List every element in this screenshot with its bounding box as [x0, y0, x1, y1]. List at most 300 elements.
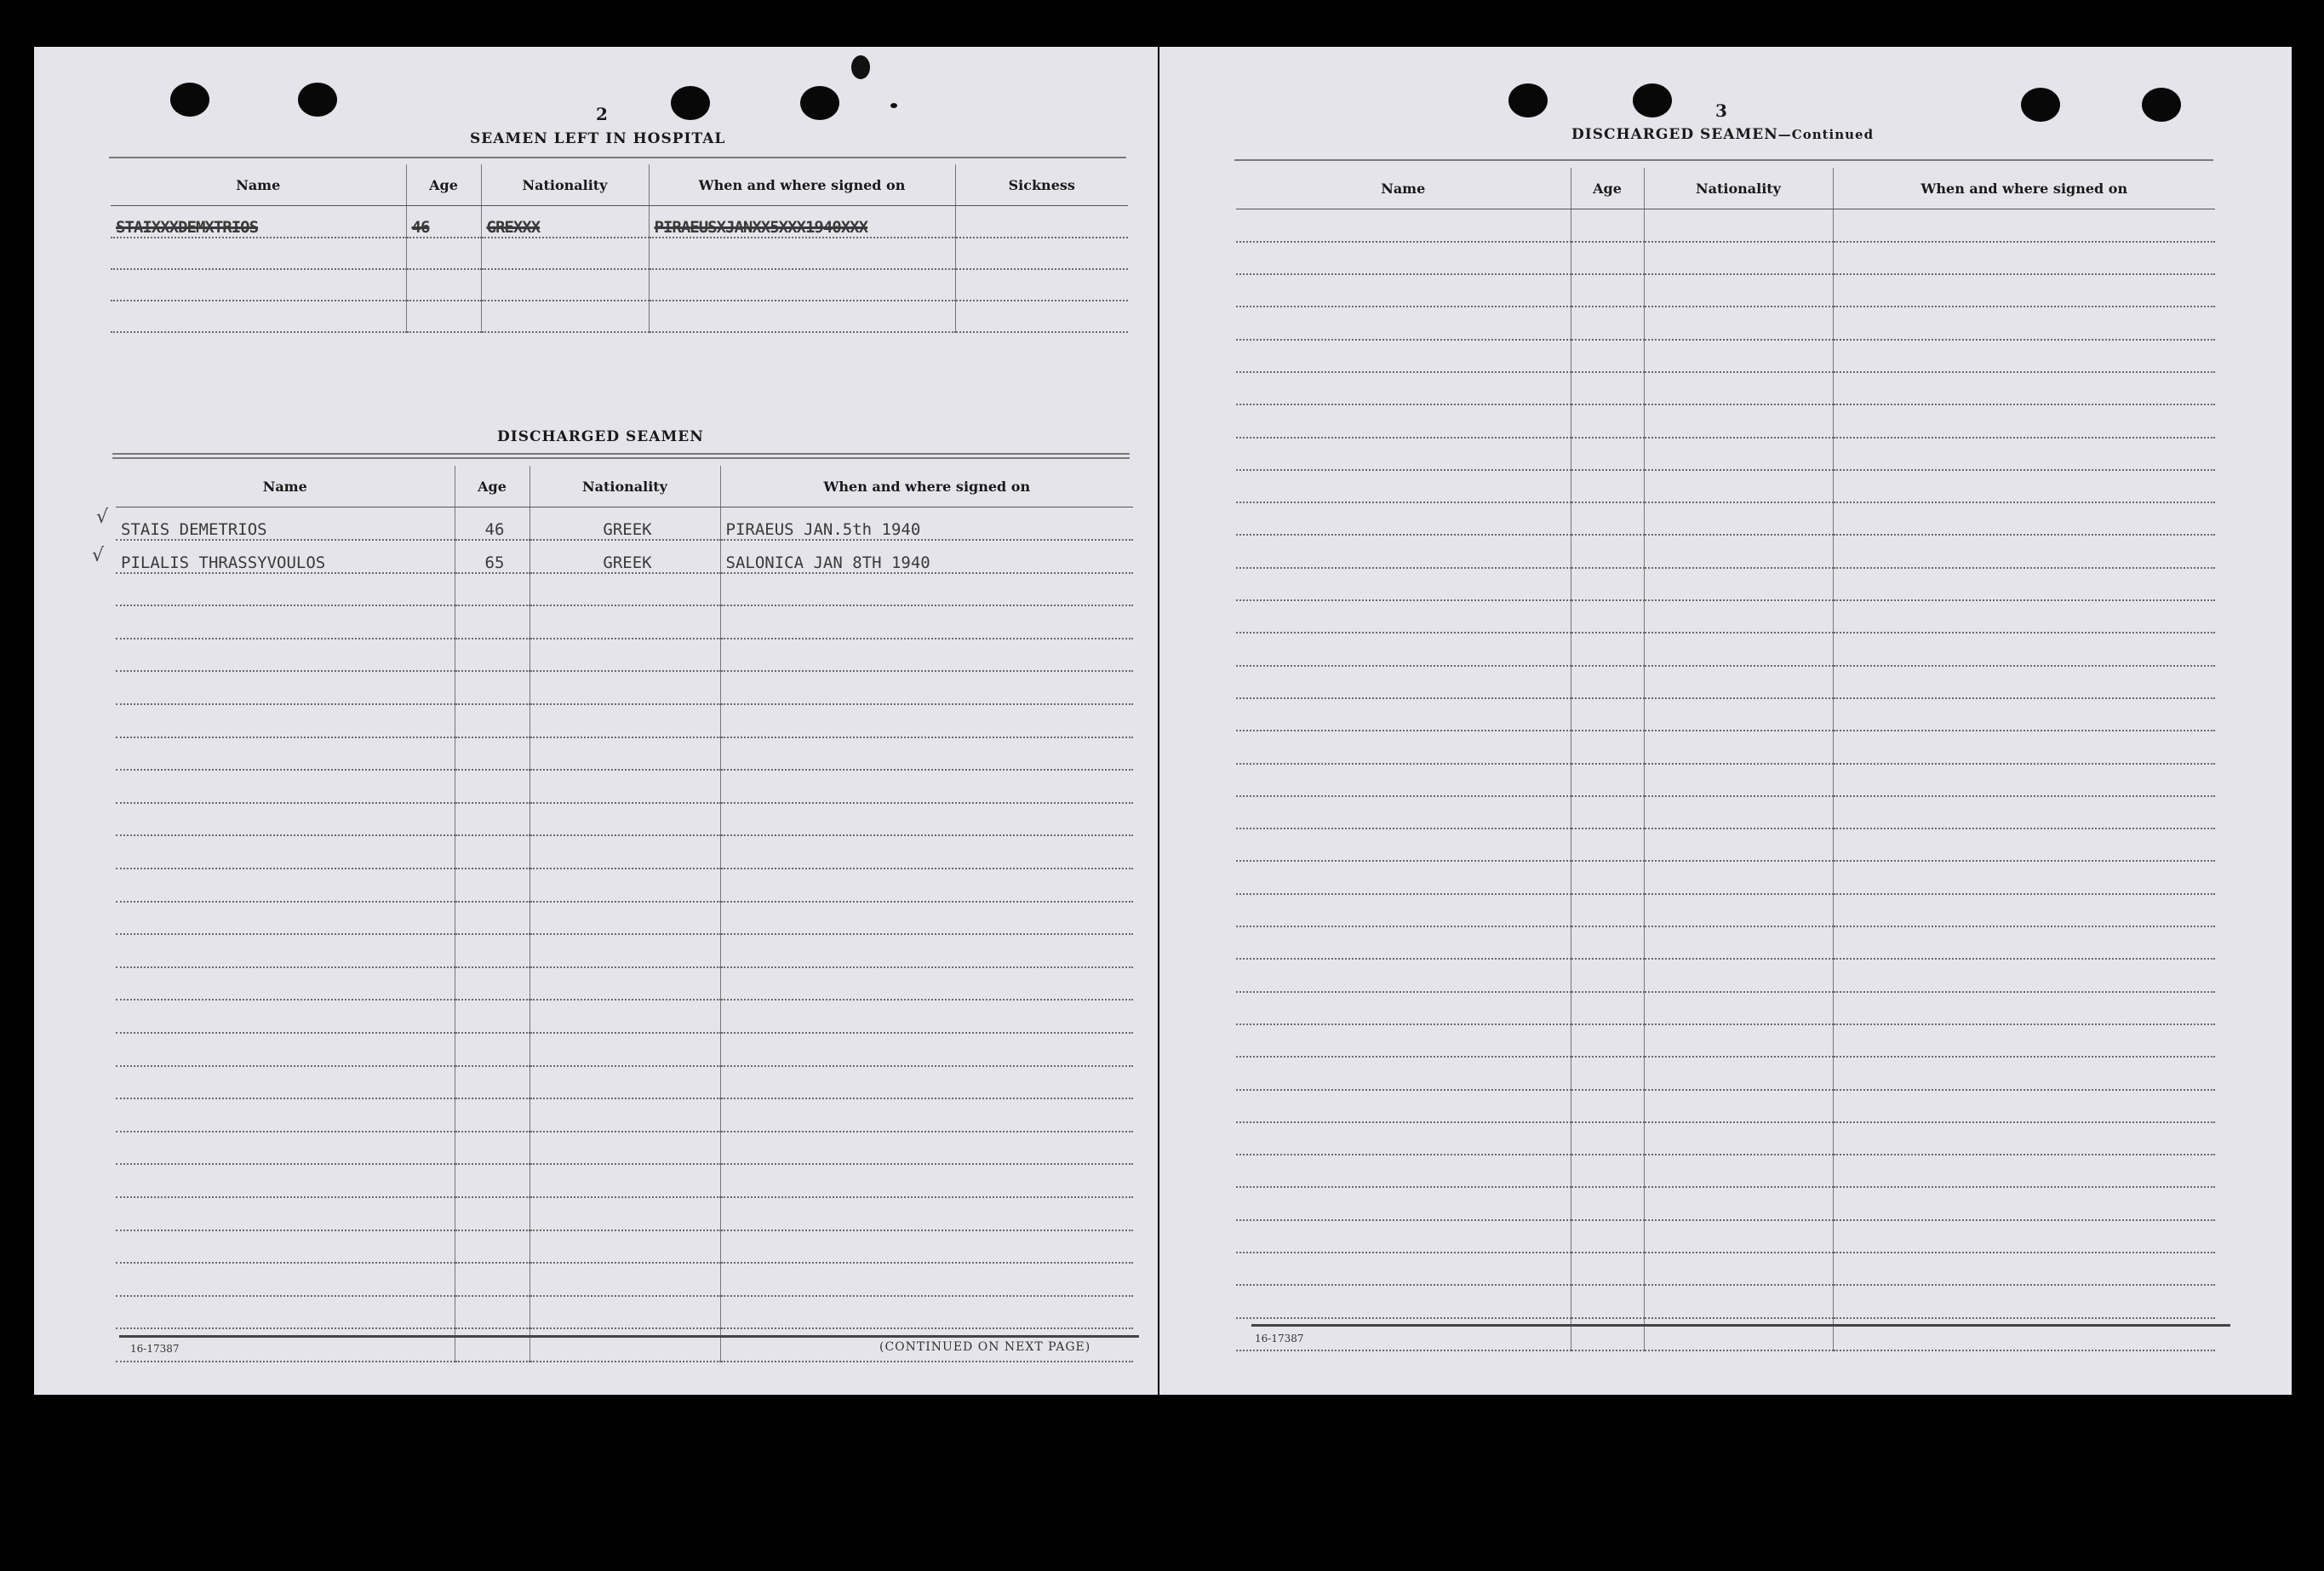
blank-cell: [1644, 926, 1833, 959]
cell-name: [116, 1000, 455, 1033]
blank-cell: [1644, 1057, 1833, 1089]
blank-cell: [1833, 992, 2215, 1024]
blank-cell: [1644, 470, 1833, 502]
cell-signed-on: [720, 1164, 1133, 1197]
column-header-sickness: Sickness: [955, 164, 1128, 206]
blank-cell: [1236, 633, 1571, 665]
blank-cell: [1644, 340, 1833, 372]
cell-signed-on: PIRAEUS JAN.5th 1940: [720, 507, 1133, 541]
table-row: [1236, 633, 2215, 665]
blank-cell: [1571, 209, 1644, 242]
blank-cell: [1236, 1187, 1571, 1219]
blank-cell: [1236, 959, 1571, 991]
blank-cell: [1236, 404, 1571, 437]
blank-cell: [1833, 1090, 2215, 1122]
table-row: [111, 206, 1128, 238]
blank-cell: [1833, 666, 2215, 698]
cell-age: [455, 1197, 529, 1230]
cell-signed-on: [720, 803, 1133, 836]
table-row: [1236, 926, 2215, 959]
cell-nationality: [529, 671, 720, 704]
cell-signed-on: [720, 934, 1133, 967]
cell-signed-on: [720, 1132, 1133, 1165]
blank-cell: [1571, 535, 1644, 567]
cell-nationality: [529, 1098, 720, 1132]
blank-cell: [1571, 568, 1644, 600]
blank-cell: [1571, 1122, 1644, 1155]
column-header-signed-on: When and where signed on: [649, 164, 955, 206]
table-row: [1236, 731, 2215, 763]
punch-hole: [1633, 83, 1672, 118]
cell-nationality: [529, 1197, 720, 1230]
cell-name: [116, 1230, 455, 1264]
blank-cell: [1236, 861, 1571, 893]
cell-nationality: [529, 639, 720, 672]
blank-cell: [1644, 307, 1833, 339]
blank-cell: [1571, 372, 1644, 404]
cell-name: [116, 671, 455, 704]
cell-signed-on: PIRAEUSXJANXX5XXX1940XXX: [649, 206, 955, 238]
check-mark: √: [96, 507, 109, 528]
blank-cell: [1833, 404, 2215, 437]
table-row: [116, 540, 1133, 573]
divider: [109, 157, 1126, 158]
blank-cell: [1644, 404, 1833, 437]
cell-nationality: [529, 1328, 720, 1362]
cell-age: 46: [455, 507, 529, 541]
blank-cell: [1644, 274, 1833, 307]
cell-name: [116, 573, 455, 606]
blank-cell: [1833, 1285, 2215, 1317]
cell-name: STAIS DEMETRIOS: [116, 507, 455, 541]
blank-cell: [1833, 209, 2215, 242]
blank-cell: [1644, 992, 1833, 1024]
table-row: [1236, 1253, 2215, 1285]
punch-hole: [298, 83, 337, 117]
table-row: [116, 704, 1133, 737]
blank-cell: [1644, 1318, 1833, 1350]
blank-cell: [1833, 438, 2215, 470]
cell-name: [116, 1296, 455, 1329]
blank-cell: [1236, 1122, 1571, 1155]
blank-cell: [1236, 698, 1571, 731]
table-row: [1236, 340, 2215, 372]
blank-cell: [1644, 1187, 1833, 1219]
table-row: [116, 605, 1133, 639]
blank-cell: [1236, 731, 1571, 763]
blank-cell: [1236, 1057, 1571, 1089]
blank-cell: [1571, 992, 1644, 1024]
cell-signed-on: [720, 1197, 1133, 1230]
title-suffix: —Continued: [1777, 127, 1875, 142]
table-row: [111, 238, 1128, 269]
table-row: [116, 1197, 1133, 1230]
blank-cell: [1833, 568, 2215, 600]
table-row: [116, 934, 1133, 967]
table-row: [116, 737, 1133, 771]
cell-name: [116, 770, 455, 803]
blank-cell: [1236, 1285, 1571, 1317]
table-header-row: [116, 466, 1133, 507]
table-row: [1236, 1285, 2215, 1317]
blank-cell: [1236, 1155, 1571, 1187]
blank-cell: [1571, 1285, 1644, 1317]
speck: [851, 55, 870, 79]
cell-name: [116, 902, 455, 935]
cell-name: [116, 967, 455, 1001]
cell-name: [116, 605, 455, 639]
blank-cell: [1644, 633, 1833, 665]
blank-cell: [1833, 1057, 2215, 1089]
blank-cell: [1833, 829, 2215, 861]
blank-cell: [1236, 1220, 1571, 1253]
divider: [112, 457, 1130, 459]
cell-nationality: [529, 573, 720, 606]
blank-cell: [1236, 568, 1571, 600]
cell-name: [116, 1098, 455, 1132]
cell-nationality: [529, 737, 720, 771]
cell-signed-on: [720, 869, 1133, 902]
cell-age: [455, 1328, 529, 1362]
blank-cell: [1236, 926, 1571, 959]
column-header-age: Age: [1571, 168, 1644, 209]
blank-cell: [1833, 372, 2215, 404]
cell-age: [455, 1132, 529, 1165]
blank-cell: [1644, 1220, 1833, 1253]
cell-age: [455, 1164, 529, 1197]
table-row: [1236, 1187, 2215, 1219]
column-header-nationality: Nationality: [1644, 168, 1833, 209]
cell-name: STAIXXXDEMXTRIOS: [111, 206, 406, 238]
table-row: [1236, 992, 2215, 1024]
blank-cell: [1571, 829, 1644, 861]
divider: [1234, 159, 2213, 161]
divider: [119, 1335, 1139, 1338]
table-row: [1236, 242, 2215, 274]
cell-name: PILALIS THRASSYVOULOS: [116, 540, 455, 573]
cell-nationality: GREEK: [529, 540, 720, 573]
cell-age: [455, 639, 529, 672]
cell-signed-on: [720, 1296, 1133, 1329]
cell-signed-on: [720, 1098, 1133, 1132]
cell-nationality: [529, 704, 720, 737]
table-row: [1236, 894, 2215, 926]
cell-name: [116, 869, 455, 902]
blank-cell: [1571, 1220, 1644, 1253]
cell-name: [116, 704, 455, 737]
cell-nationality: [529, 869, 720, 902]
blank-cell: [1644, 894, 1833, 926]
table-row: [1236, 1155, 2215, 1187]
punch-hole: [1508, 83, 1548, 118]
cell-nationality: [529, 902, 720, 935]
blank-cell: [1833, 242, 2215, 274]
table-row: [1236, 372, 2215, 404]
blank-cell: [1571, 1155, 1644, 1187]
cell-signed-on: [720, 639, 1133, 672]
column-header-nationality: Nationality: [481, 164, 649, 206]
blank-cell: [1833, 926, 2215, 959]
table-row: [116, 573, 1133, 606]
blank-cell: [1833, 274, 2215, 307]
cell-signed-on: [720, 902, 1133, 935]
blank-cell: [1571, 600, 1644, 633]
blank-cell: [1644, 535, 1833, 567]
column-header-signed-on: When and where signed on: [1833, 168, 2215, 209]
blank-cell: [1571, 926, 1644, 959]
table-row: [1236, 307, 2215, 339]
cell-nationality: [529, 1066, 720, 1099]
hospital-table: [111, 164, 1128, 333]
cell-nationality: [529, 605, 720, 639]
table-row: [1236, 1318, 2215, 1350]
table-row: [116, 967, 1133, 1001]
cell-nationality: [529, 770, 720, 803]
blank-cell: [1236, 372, 1571, 404]
cell-nationality: [529, 803, 720, 836]
blank-cell: [1833, 535, 2215, 567]
cell-age: [455, 803, 529, 836]
blank-cell: [1644, 731, 1833, 763]
cell-nationality: [529, 1000, 720, 1033]
punch-hole: [170, 83, 209, 117]
cell-signed-on: [720, 1000, 1133, 1033]
cell-age: [455, 1296, 529, 1329]
table-row: [111, 301, 1128, 332]
discharged-table: [116, 466, 1133, 1362]
cell-nationality: [529, 835, 720, 869]
table-row: [116, 902, 1133, 935]
blank-cell: [1236, 470, 1571, 502]
cell-name: [116, 737, 455, 771]
blank-cell: [1571, 666, 1644, 698]
cell-age: [455, 605, 529, 639]
blank-cell: [1236, 992, 1571, 1024]
cell-name: [116, 1033, 455, 1066]
table-row: [116, 803, 1133, 836]
blank-cell: [1644, 502, 1833, 535]
table-row: [116, 1098, 1133, 1132]
table-row: [1236, 1220, 2215, 1253]
column-header-name: Name: [111, 164, 406, 206]
blank-cell: [1644, 372, 1833, 404]
blank-cell: [1833, 764, 2215, 796]
cell-name: [116, 1164, 455, 1197]
blank-cell: [1833, 340, 2215, 372]
blank-cell: [1644, 698, 1833, 731]
table-row: [1236, 698, 2215, 731]
speck: [890, 103, 897, 108]
blank-cell: [1571, 470, 1644, 502]
blank-cell: [1236, 340, 1571, 372]
cell-signed-on: SALONICA JAN 8TH 1940: [720, 540, 1133, 573]
blank-cell: [1571, 894, 1644, 926]
cell-signed-on: [720, 835, 1133, 869]
form-number: 16-17387: [130, 1343, 180, 1355]
blank-cell: [1236, 535, 1571, 567]
cell-sickness: [955, 206, 1128, 238]
cell-nationality: [529, 1033, 720, 1066]
table-header-row: [111, 164, 1128, 206]
blank-cell: [1833, 731, 2215, 763]
blank-cell: [1644, 1253, 1833, 1285]
divider: [112, 453, 1130, 455]
table-row: [1236, 1024, 2215, 1057]
blank-cell: [1833, 633, 2215, 665]
cell-name: [116, 1197, 455, 1230]
column-header-name: Name: [1236, 168, 1571, 209]
cell-name: [116, 835, 455, 869]
column-header-age: Age: [455, 466, 529, 507]
form-number: 16-17387: [1255, 1333, 1304, 1345]
table-row: [1236, 1090, 2215, 1122]
table-row: [1236, 1122, 2215, 1155]
blank-cell: [1236, 600, 1571, 633]
column-header-age: Age: [406, 164, 481, 206]
blank-cell: [1571, 438, 1644, 470]
blank-cell: [1571, 698, 1644, 731]
left-page: [34, 47, 1158, 1395]
cell-signed-on: [720, 573, 1133, 606]
table-row: [1236, 764, 2215, 796]
cell-name: [116, 803, 455, 836]
blank-cell: [1833, 1220, 2215, 1253]
table-row: [116, 1164, 1133, 1197]
blank-cell: [1833, 1155, 2215, 1187]
cell-age: [455, 1263, 529, 1296]
blank-cell: [1571, 764, 1644, 796]
cell-age: [455, 704, 529, 737]
table-row: [1236, 274, 2215, 307]
cell-age: [455, 1098, 529, 1132]
blank-cell: [1571, 731, 1644, 763]
blank-cell: [1833, 600, 2215, 633]
cell-nationality: [529, 934, 720, 967]
right-page: [1159, 47, 2292, 1395]
blank-cell: [1644, 209, 1833, 242]
table-row: [116, 1066, 1133, 1099]
table-row: [116, 1000, 1133, 1033]
cell-signed-on: [720, 967, 1133, 1001]
blank-cell: [1833, 796, 2215, 829]
table-row: [116, 1263, 1133, 1296]
divider: [1251, 1324, 2230, 1327]
column-header-name: Name: [116, 466, 455, 507]
blank-cell: [1833, 861, 2215, 893]
table-row: [1236, 535, 2215, 567]
cell-signed-on: [720, 1033, 1133, 1066]
blank-cell: [1571, 1090, 1644, 1122]
cell-age: [455, 967, 529, 1001]
cell-signed-on: [720, 671, 1133, 704]
cell-nationality: GREXXX: [481, 206, 649, 238]
cell-name: [116, 934, 455, 967]
table-row: [1236, 568, 2215, 600]
blank-cell: [1571, 1253, 1644, 1285]
cell-signed-on: [720, 1230, 1133, 1264]
table-row: [1236, 502, 2215, 535]
blank-cell: [1833, 307, 2215, 339]
blank-cell: [1644, 959, 1833, 991]
table-row: [116, 1230, 1133, 1264]
blank-cell: [1644, 1155, 1833, 1187]
cell-nationality: [529, 1230, 720, 1264]
cell-age: [455, 1066, 529, 1099]
punch-hole: [671, 86, 710, 120]
blank-cell: [1571, 861, 1644, 893]
blank-cell: [1236, 502, 1571, 535]
cell-age: [455, 1230, 529, 1264]
table-row: [116, 507, 1133, 541]
cell-signed-on: [720, 737, 1133, 771]
cell-nationality: [529, 1296, 720, 1329]
blank-cell: [1644, 1090, 1833, 1122]
blank-cell: [1236, 209, 1571, 242]
table-row: [116, 639, 1133, 672]
blank-cell: [1833, 894, 2215, 926]
cell-age: [455, 902, 529, 935]
table-row: [1236, 209, 2215, 242]
blank-cell: [1644, 666, 1833, 698]
cell-age: [455, 671, 529, 704]
cell-nationality: [529, 967, 720, 1001]
table-row: [1236, 666, 2215, 698]
blank-cell: [1571, 1318, 1644, 1350]
blank-cell: [1833, 959, 2215, 991]
discharged-continued-title: [1571, 126, 1874, 143]
cell-age: 46: [406, 206, 481, 238]
cell-age: [455, 573, 529, 606]
blank-cell: [1236, 242, 1571, 274]
continued-table: [1236, 168, 2215, 1351]
cell-nationality: [529, 1164, 720, 1197]
blank-cell: [1571, 404, 1644, 437]
cell-age: [455, 1000, 529, 1033]
blank-cell: [1833, 1253, 2215, 1285]
blank-cell: [1571, 959, 1644, 991]
blank-cell: [1571, 633, 1644, 665]
blank-cell: [1644, 764, 1833, 796]
blank-cell: [1833, 1318, 2215, 1350]
blank-cell: [1833, 502, 2215, 535]
table-row: [1236, 959, 2215, 991]
page-number: 2: [596, 104, 608, 124]
blank-cell: [1236, 796, 1571, 829]
blank-cell: [1571, 1057, 1644, 1089]
table-row: [1236, 829, 2215, 861]
blank-cell: [1571, 274, 1644, 307]
blank-cell: [1644, 438, 1833, 470]
table-row: [116, 869, 1133, 902]
cell-nationality: [529, 1132, 720, 1165]
table-row: [116, 1296, 1133, 1329]
blank-cell: [1236, 829, 1571, 861]
table-row: [1236, 438, 2215, 470]
table-row: [1236, 600, 2215, 633]
table-header-row: [1236, 168, 2215, 209]
cell-signed-on: [720, 704, 1133, 737]
blank-cell: [1571, 502, 1644, 535]
punch-hole: [800, 86, 839, 120]
table-row: [1236, 1057, 2215, 1089]
table-row: [111, 269, 1128, 301]
cell-name: [116, 639, 455, 672]
title-text: DISCHARGED SEAMEN: [1571, 126, 1778, 143]
cell-nationality: GREEK: [529, 507, 720, 541]
blank-cell: [1833, 1122, 2215, 1155]
blank-cell: [1236, 894, 1571, 926]
blank-cell: [1644, 829, 1833, 861]
